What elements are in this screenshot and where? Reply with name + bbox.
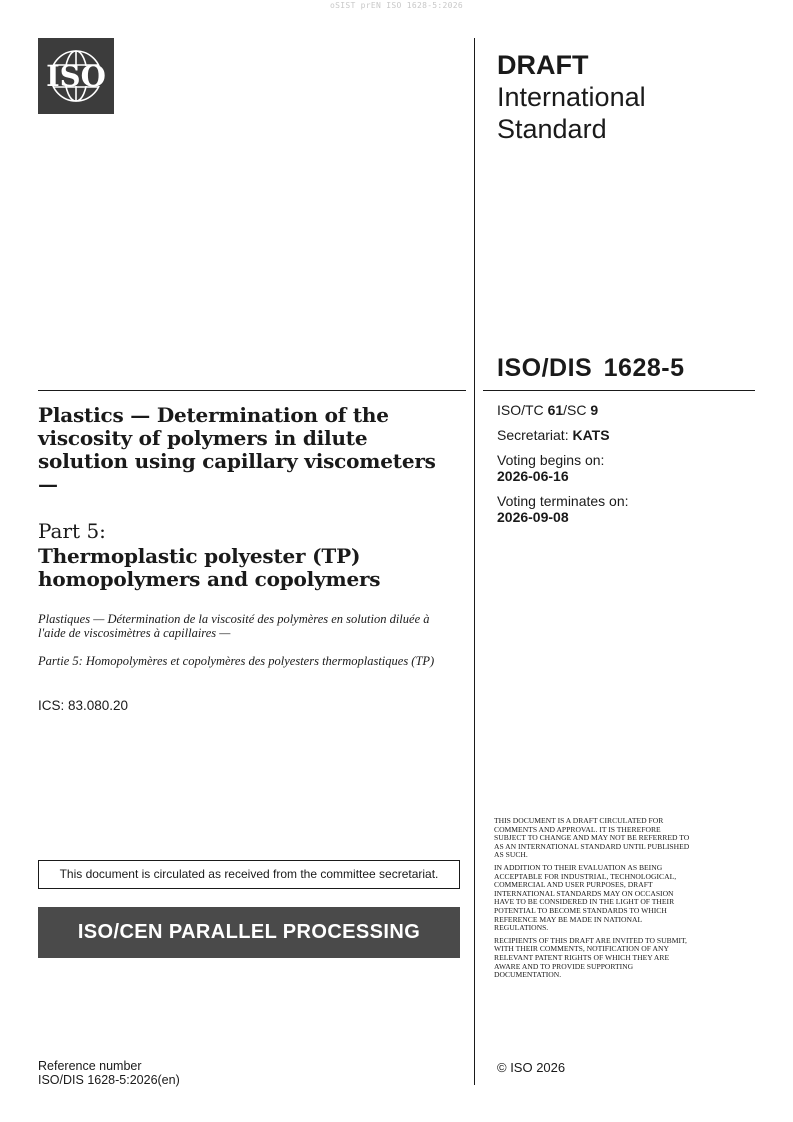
secretariat-row <box>497 427 747 443</box>
document-metadata <box>497 402 747 534</box>
standard-reference: ISO/DIS 1628-5 <box>497 354 685 382</box>
disclaimer-paragraph: THIS DOCUMENT IS A DRAFT CIRCULATED FOR COMMENTS AND APPROVAL. IT IS THEREFORE SUBJECT TO CHANGE AND MAY NOT BE REFERRED TO AS AN INTERNATIONAL STANDARD UNTIL PUBLISHED AS SUCH. <box>494 816 690 860</box>
circulation-notice: This document is circulated as received from the committee secretariat. <box>38 860 460 889</box>
copyright-notice: © ISO 2026 <box>497 1060 566 1075</box>
secretariat-value: KATS <box>572 427 610 443</box>
voting-terminates-label: Voting terminates on: <box>497 493 629 509</box>
voting-terminates-row <box>497 493 747 525</box>
draft-international: International <box>497 82 646 112</box>
disclaimer-paragraph: IN ADDITION TO THEIR EVALUATION AS BEING ACCEPTABLE FOR INDUSTRIAL, TECHNOLOGICAL, COMMERCIAL AND USER PURPOSES, DRAFT INTERNATIONAL STANDARDS MAY ON OCCASION HAVE TO BE CONSIDERED IN THE LIGHT OF THEIR POTENTIAL TO BECOME STANDARDS TO WHICH REFERENCE MAY BE MADE IN NATIONAL REGULATIONS. <box>494 862 677 933</box>
reference-number-label: Reference number <box>38 1059 142 1073</box>
right-rule <box>483 390 755 391</box>
secretariat-label: Secretariat: <box>497 427 573 443</box>
voting-begins-row <box>497 452 747 484</box>
sc-number: 9 <box>590 402 599 418</box>
iso-logo-text: ISO <box>46 59 106 93</box>
left-rule <box>38 390 466 391</box>
part-label: Part 5: <box>38 519 106 543</box>
reference-number-value: ISO/DIS 1628-5:2026(en) <box>38 1073 180 1087</box>
draft-heading <box>497 49 646 145</box>
document-watermark: oSIST prEN ISO 1628-5:2026 <box>329 1 464 10</box>
tc-prefix: ISO/TC <box>497 402 548 418</box>
ics-code: ICS: 83.080.20 <box>38 698 129 713</box>
committee-row <box>497 402 747 418</box>
french-part-title: Partie 5: Homopolymères et copolymères des polyesters thermoplastiques (TP) <box>38 654 435 668</box>
voting-begins-label: Voting begins on: <box>497 452 605 468</box>
draft-disclaimer <box>494 817 694 984</box>
french-title: Plastiques — Détermination de la viscosité des polymères en solution diluée à l'aide de viscosimètres à capillaires — <box>38 612 430 640</box>
document-title: Plastics — Determination of the viscosity of polymers in dilute solution using capillary viscometers — <box>38 403 436 496</box>
reference-number <box>38 1059 180 1087</box>
column-divider <box>474 38 475 1085</box>
sc-prefix: /SC <box>563 402 591 418</box>
part-title: Thermoplastic polyester (TP) homopolymers and copolymers <box>38 544 381 591</box>
voting-begins-date: 2026-06-16 <box>497 468 569 484</box>
draft-label: DRAFT <box>497 50 589 80</box>
disclaimer-paragraph: RECIPIENTS OF THIS DRAFT ARE INVITED TO SUBMIT, WITH THEIR COMMENTS, NOTIFICATION OF ANY RELEVANT PATENT RIGHTS OF WHICH THEY ARE AWARE AND TO PROVIDE SUPPORTING DOCUMENTATION. <box>494 935 687 980</box>
tc-number: 61 <box>547 402 564 418</box>
globe-logo-icon <box>38 38 114 114</box>
iso-logo <box>38 38 114 114</box>
voting-terminates-date: 2026-09-08 <box>497 509 569 525</box>
parallel-processing-banner: ISO/CEN PARALLEL PROCESSING <box>38 907 460 958</box>
draft-standard: Standard <box>497 114 607 144</box>
